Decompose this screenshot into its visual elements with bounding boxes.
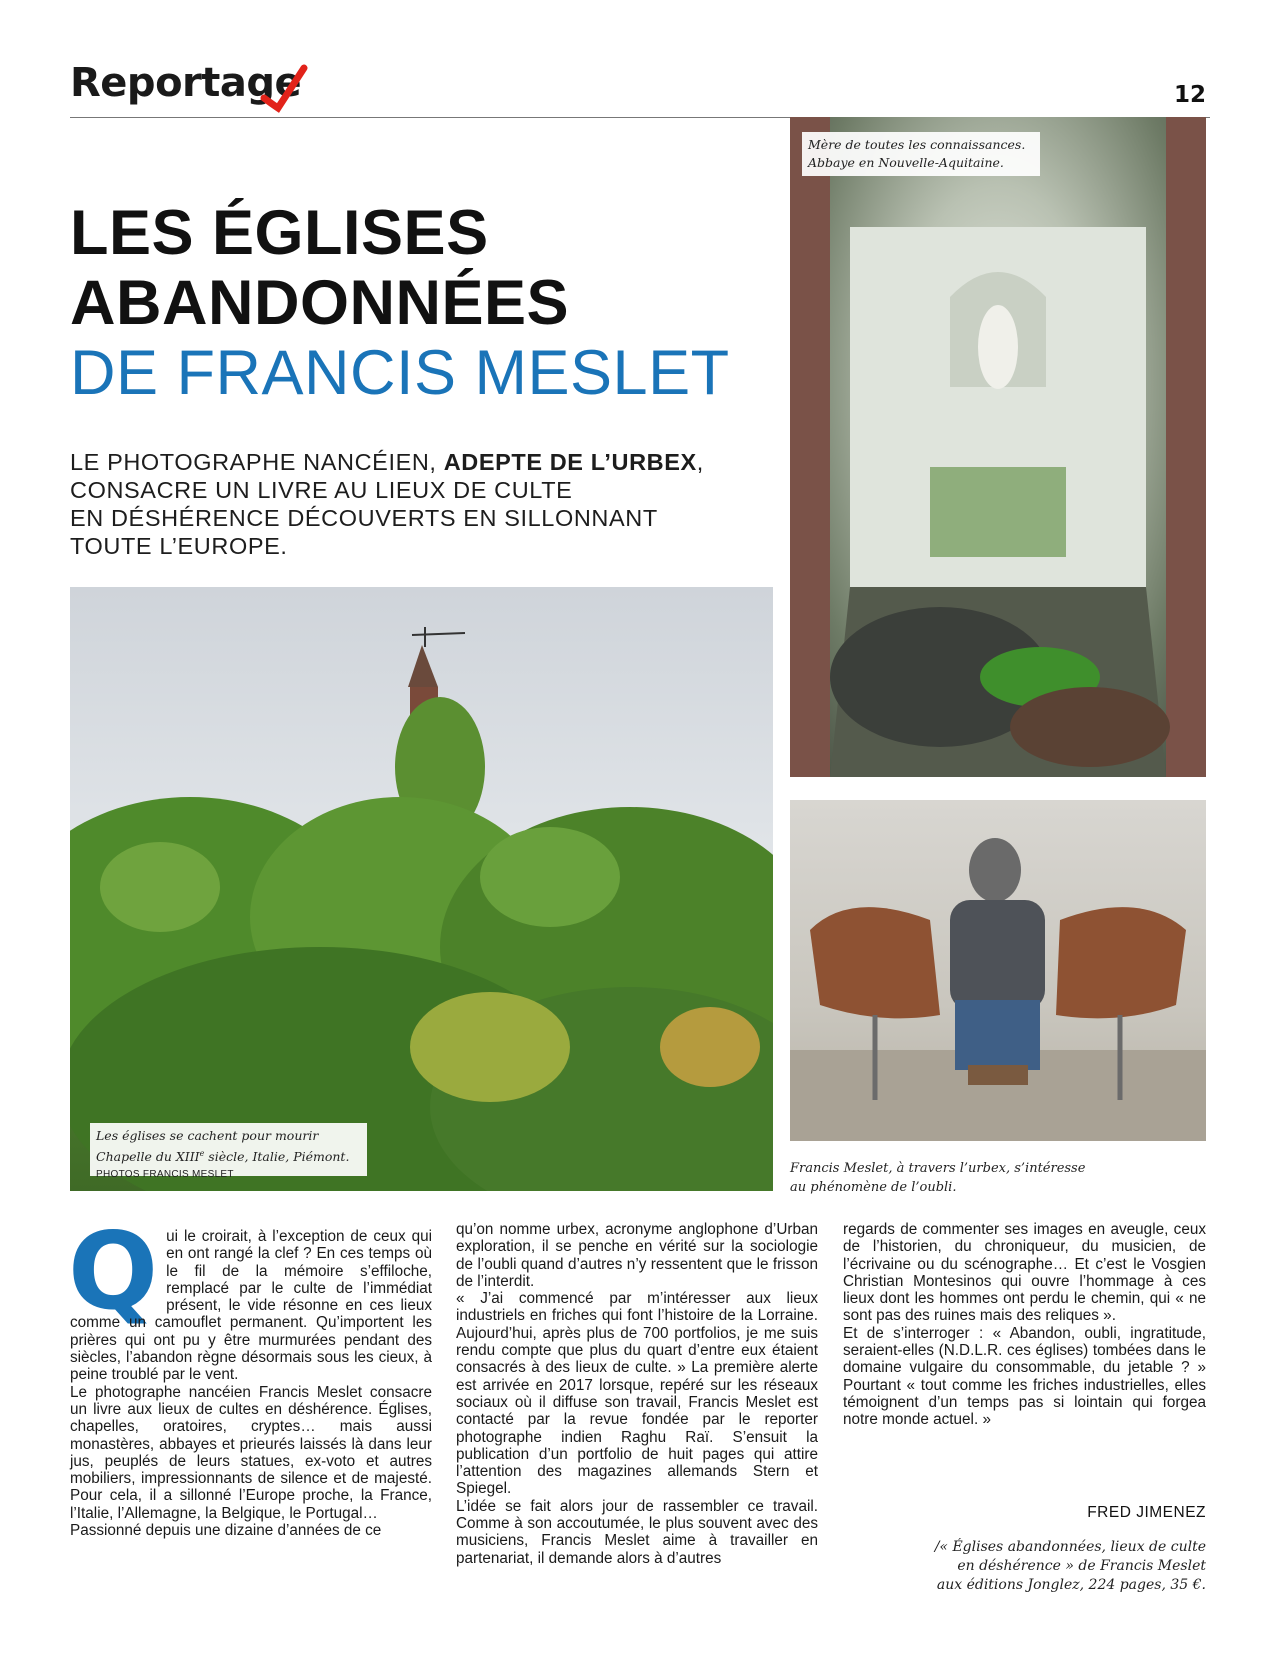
church-caption	[90, 1123, 367, 1181]
book-reference	[843, 1538, 1206, 1595]
article-paragraph: ui le croirait, à l’exception de ceux qui en ont rangé la clef ? En ces temps où le fil de la mémoire s’effiloche, remplacé par le culte de l’immédiat présent, le vide résonne en ces lieux comme un camouflet permanent. Qu’importent les prières qui ont pu y être murmurées pendant des siècles, l’abandon règne désormais sous les cieux, à peine troublé par le vent.	[70, 1228, 432, 1384]
standfirst-line-2: CONSACRE UN LIVRE AU LIEUX DE CULTE	[70, 477, 573, 503]
book-reference-line-1: /« Églises abandonnées, lieux de culte	[934, 1539, 1206, 1555]
book-reference-line-3: aux éditions Jonglez, 224 pages, 35 €.	[936, 1577, 1206, 1593]
article-column-3	[843, 1221, 1206, 1429]
page-number: 12	[1173, 82, 1206, 108]
abbey-caption	[802, 132, 1040, 176]
abbey-illustration	[790, 117, 1206, 777]
photo-francis-meslet-portrait	[790, 800, 1206, 1141]
standfirst-line-4: TOUTE L’EUROPE.	[70, 533, 288, 559]
standfirst-comma: ,	[696, 449, 704, 475]
abbey-caption-line-2: Abbaye en Nouvelle-Aquitaine.	[808, 155, 1004, 170]
author-signature: FRED JIMENEZ	[1087, 1504, 1206, 1521]
church-caption-line-2a: Chapelle du XIII	[96, 1149, 200, 1165]
drop-cap: Q	[68, 1210, 159, 1333]
article-paragraph: regards de commenter ses images en aveugle, ceux de l’historien, du chroniqueur, du musicien, de l’écrivaine ou du scénographe… Et c’est le Vosgien Christian Montesinos qui ouvre l’hommage à ces lieux dont les hommes ont perdu le chemin, qui « ne sont pas des ruines mais des reliques ».	[843, 1221, 1206, 1325]
portrait-caption	[790, 1159, 1190, 1197]
article-paragraph: Le photographe nancéien Francis Meslet consacre un livre aux lieux de cultes en déshérence. Églises, chapelles, oratoires, cryptes… mais aussi monastères, abbayes et prieurés laissés là dans leur jus, peuplés de leurs statues, ex-voto et autres mobiliers, impressionnants de silence et de majesté. Pour cela, il a sillonné l’Europe proche, la France, l’Italie, l’Allemagne, la Belgique, le Portugal…	[70, 1383, 432, 1522]
standfirst-part-1: LE PHOTOGRAPHE NANCÉIEN,	[70, 449, 444, 475]
headline-line-1: LES ÉGLISES	[70, 198, 489, 268]
article-paragraph: qu’on nomme urbex, acronyme anglophone d’Urban exploration, il se penche en vérité sur la sociologie de l’oubli quand d’autres n’y ressentent que le frisson de l’interdit.	[456, 1221, 818, 1290]
article-paragraph: Passionné depuis une dizaine d’années de ce	[70, 1522, 382, 1540]
standfirst	[70, 448, 704, 560]
article-column-1	[68, 1210, 432, 1540]
red-checkmark-icon	[258, 64, 308, 114]
abbey-caption-line-1: Mère de toutes les connaissances.	[808, 137, 1026, 152]
photo-abbey-chapel	[790, 117, 1206, 777]
portrait-illustration	[790, 800, 1206, 1141]
portrait-caption-line-2: au phénomène de l’oubli.	[790, 1180, 957, 1195]
church-caption-line-1: Les églises se cachent pour mourir	[96, 1128, 319, 1143]
portrait-caption-line-1: Francis Meslet, à travers l’urbex, s’intéresse	[790, 1161, 1086, 1176]
church-caption-line-2b: siècle, Italie, Piémont.	[204, 1149, 350, 1165]
photo-overgrown-church	[70, 587, 773, 1191]
church-caption-sup: e	[199, 1149, 205, 1158]
standfirst-line-3: EN DÉSHÉRENCE DÉCOUVERTS EN SILLONNANT	[70, 505, 658, 531]
photo-credit: PHOTOS FRANCIS MESLET	[96, 1169, 234, 1181]
article-column-2	[456, 1221, 818, 1567]
article-paragraph: Et de s’interroger : « Abandon, oubli, ingratitude, seraient-elles (N.D.L.R. ces églises) tombées dans le domaine vulgaire du consommable, du jetable ? » Pourtant « tout comme les friches industrielles, elles témoignent d’un temps pas si lointain qui forgea notre monde actuel. »	[843, 1324, 1206, 1429]
headline-line-3: DE FRANCIS MESLET	[70, 338, 730, 408]
rubric-label: Reportage	[70, 60, 302, 106]
book-reference-line-2: en déshérence » de Francis Meslet	[957, 1558, 1206, 1574]
article-paragraph: « J’ai commencé par m’intéresser aux lieux industriels en friches qui font l’histoire de la Lorraine. Aujourd’hui, après plus de 700 portfolios, je me suis rendu compte que plus du quart d’entre eux étaient consacrés à des lieux de culte. » La première alerte est arrivée en 2017 lorsque, repéré sur les réseaux sociaux où il diffuse son travail, Francis Meslet est contacté par la revue fondée par le reporter photographe indien Raghu Raï. S’ensuit la publication d’un portfolio de huit pages qui attire l’attention des magazines allemands Stern et Spiegel.	[456, 1290, 818, 1498]
headline-line-2: ABANDONNÉES	[70, 268, 570, 338]
article-paragraph: L’idée se fait alors jour de rassembler ce travail. Comme à son accoutumée, le plus souvent avec des musiciens, Francis Meslet aime à travailler en partenariat, il demande alors à d’autres	[456, 1497, 818, 1567]
church-illustration	[70, 587, 773, 1191]
headline	[70, 198, 730, 408]
standfirst-bold: ADEPTE DE L’URBEX	[443, 449, 697, 475]
